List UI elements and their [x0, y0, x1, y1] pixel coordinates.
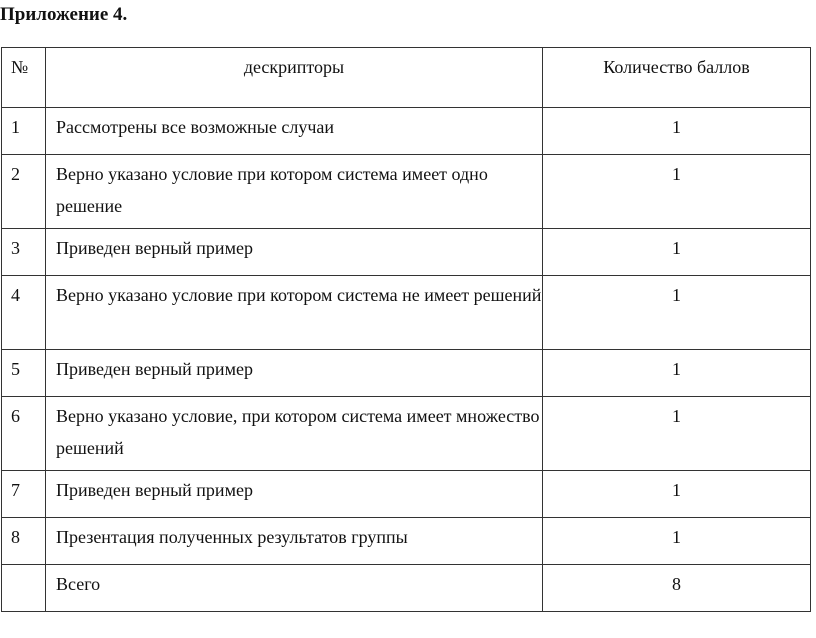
row-points: 1: [543, 108, 811, 155]
row-points: 1: [543, 276, 811, 350]
row-number: 5: [2, 350, 46, 397]
row-points: 1: [543, 155, 811, 229]
row-descriptor: Верно указано условие, при котором система имеет множество решений: [46, 397, 543, 471]
table-row: [2, 155, 811, 229]
table-row: [2, 108, 811, 155]
row-descriptor: Приведен верный пример: [46, 471, 543, 518]
row-descriptor: Рассмотрены все возможные случаи: [46, 108, 543, 155]
table-row: [2, 397, 811, 471]
row-number: 8: [2, 518, 46, 565]
header-number: №: [2, 48, 46, 108]
row-descriptor: Верно указано условие при котором система имеет одно решение: [46, 155, 543, 229]
row-number: 6: [2, 397, 46, 471]
table-row: [2, 350, 811, 397]
document-title: Приложение 4.: [0, 4, 128, 25]
row-number: 3: [2, 229, 46, 276]
row-points: 1: [543, 350, 811, 397]
row-number: 1: [2, 108, 46, 155]
row-descriptor: Верно указано условие при котором система не имеет решений: [46, 276, 543, 350]
total-label: Всего: [46, 565, 543, 612]
row-number: 7: [2, 471, 46, 518]
row-points: 1: [543, 471, 811, 518]
row-points: 1: [543, 518, 811, 565]
row-number: 4: [2, 276, 46, 350]
row-points: 1: [543, 397, 811, 471]
header-points: Количество баллов: [543, 48, 811, 108]
table-header-row: [2, 48, 811, 108]
table-row: [2, 471, 811, 518]
table-total-row: [2, 565, 811, 612]
table-row: [2, 229, 811, 276]
row-descriptor: Презентация полученных результатов группы: [46, 518, 543, 565]
total-points: 8: [543, 565, 811, 612]
row-descriptor: Приведен верный пример: [46, 229, 543, 276]
row-points: 1: [543, 229, 811, 276]
row-number: 2: [2, 155, 46, 229]
table-row: [2, 518, 811, 565]
table-row: [2, 276, 811, 350]
header-descriptors: дескрипторы: [46, 48, 543, 108]
descriptors-table: [1, 47, 811, 612]
row-descriptor: Приведен верный пример: [46, 350, 543, 397]
total-number: [2, 565, 46, 612]
